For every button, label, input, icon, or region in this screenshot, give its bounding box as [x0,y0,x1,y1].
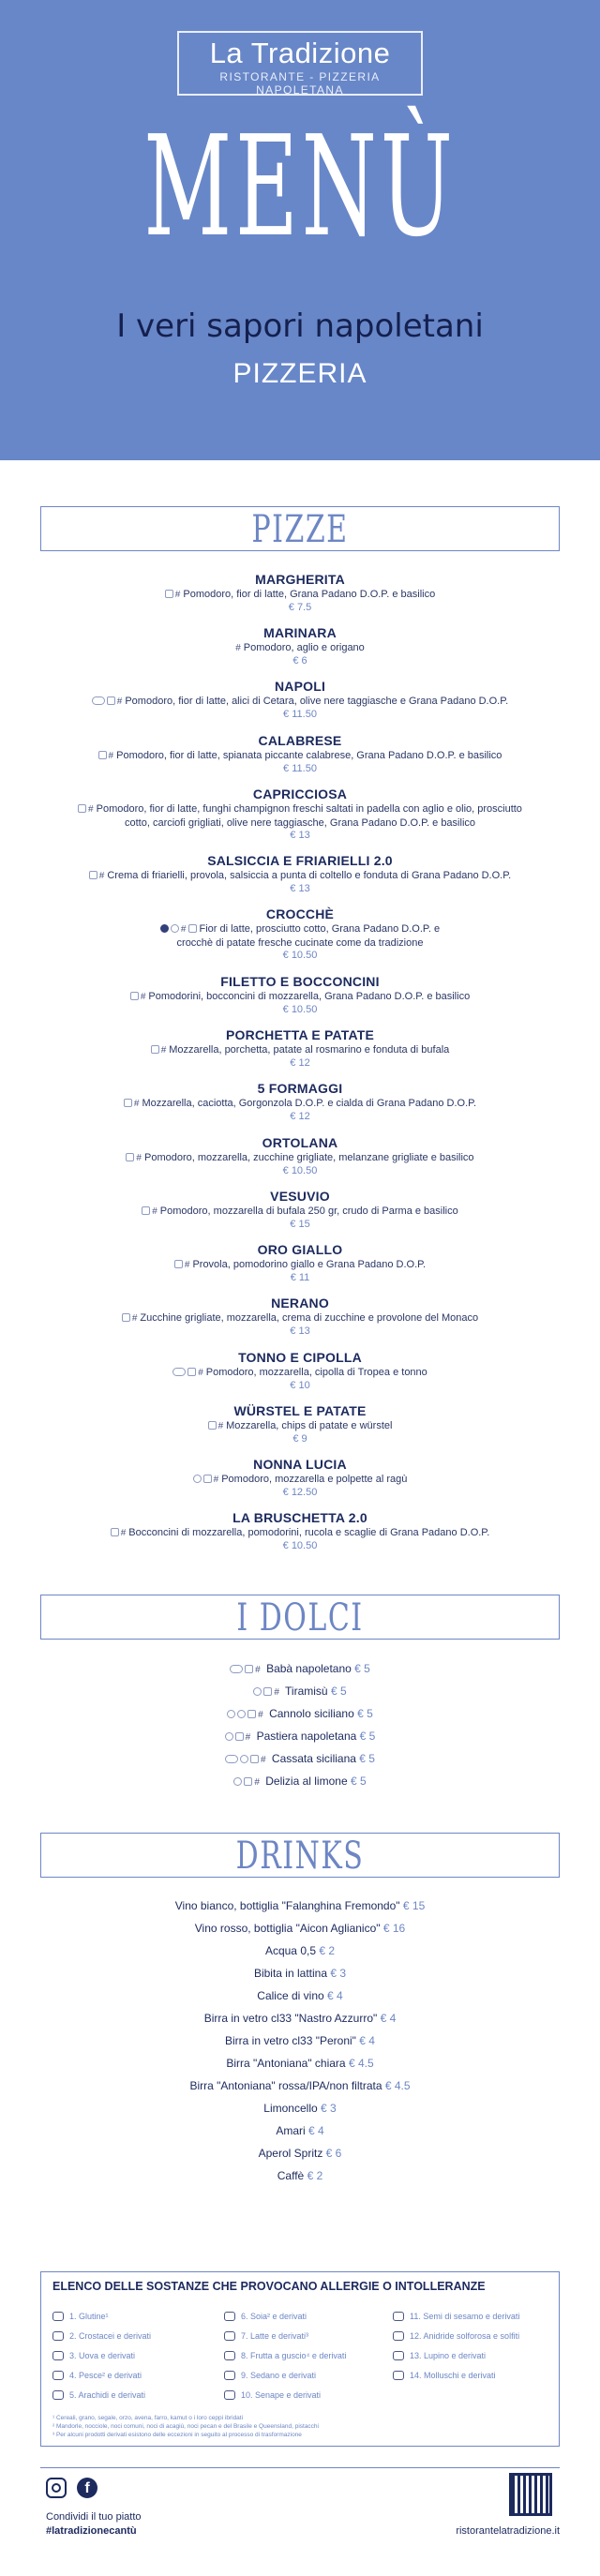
pizza-desc: # Mozzarella, caciotta, Gorgonzola D.O.P. e cialda di Grana Padano D.O.P. [38,1097,562,1111]
dessert-item: # Cassata siciliana € 5 [38,1752,562,1765]
pizza-price: € 13 [290,1325,310,1337]
allergen-entry: 12. Anidride solforosa e solfiti [393,2331,519,2341]
soy-icon [224,2312,235,2321]
pizza-price: € 9 [292,1433,308,1445]
facebook-icon[interactable]: f [77,2478,98,2498]
section-header-dolci [40,1595,560,1640]
drink-item: Birra in vetro cl33 "Nastro Azzurro" € 4 [203,2012,397,2025]
allergen-entry: 3. Uova e derivati [52,2351,135,2360]
pizza-name: FILETTO E BOCCONCINI [220,974,380,989]
pizza-price: € 12.50 [282,1487,318,1498]
pizza-price: € 6 [292,655,308,666]
drink-item: Amari € 4 [276,2124,324,2137]
hashtag: #latradizionecantù [46,2525,137,2537]
pizza-item [38,1295,562,1337]
pizza-desc: # Pomodoro, fior di latte, spianata piccante calabrese, Grana Padano D.O.P. e basilico [38,749,562,763]
mustard-icon [224,2390,235,2400]
sulphite-icon [393,2331,404,2341]
pizza-price: € 10.50 [282,1540,318,1551]
pizza-item [38,853,562,894]
sesame-icon [393,2312,404,2321]
gluten-icon: # [184,1260,190,1270]
pizza-name: ORO GIALLO [257,1242,343,1257]
milk-icon [111,1528,119,1536]
gluten-icon: # [116,696,123,707]
gluten-icon: # [160,1045,167,1056]
pizza-desc: # Pomodoro, mozzarella e polpette al ragù [38,1473,562,1487]
pizza-name: NONNA LUCIA [253,1457,347,1472]
gluten-icon: # [140,992,146,1002]
milk-icon [78,804,86,813]
milk-icon [203,1475,212,1483]
logo [177,31,423,96]
allergen-entry: 14. Molluschi e derivati [393,2371,496,2380]
celery-icon [160,924,169,933]
pizza-desc: # Mozzarella, chips di patate e würstel [38,1419,562,1433]
share-text: Condividi il tuo piatto [46,2511,142,2523]
pizza-item [38,1510,562,1551]
website-link[interactable]: ristorantelatradizione.it [456,2525,560,2537]
pizza-item [38,1081,562,1122]
pizza-price: € 10.50 [282,950,318,961]
dessert-item: # Delizia al limone € 5 [38,1775,562,1788]
pizza-desc: # Zucchine grigliate, mozzarella, crema di zucchine e provolone del Monaco [38,1311,562,1325]
allergen-entry: 10. Senape e derivati [224,2390,321,2400]
pizza-price: € 10.50 [282,1004,318,1015]
fish-icon [92,696,105,705]
milk-icon [188,1368,196,1376]
pizza-item [38,1135,562,1176]
pizza-desc: # Mozzarella, porchetta, patate al rosmarino e fonduta di bufala [38,1043,562,1057]
pizza-item [38,974,562,1015]
drink-item: Limoncello € 3 [263,2102,337,2115]
crustacean-icon [52,2331,64,2341]
pizza-name: VESUVIO [270,1189,330,1204]
gluten-icon: # [255,1665,261,1675]
milk-icon [130,992,139,1000]
menu-title: MENÙ [143,106,457,267]
drink-item: Acqua 0,5 € 2 [264,1944,336,1957]
gluten-icon [52,2312,64,2321]
pizza-name: MARINARA [263,625,337,640]
footer-divider [40,2467,560,2468]
section-header-drinks [40,1833,560,1878]
pizza-name: TONNO E CIPOLLA [238,1350,362,1365]
pizza-name: NAPOLI [274,679,326,694]
drink-item: Calice di vino € 4 [257,1989,343,2002]
gluten-icon: # [98,871,105,881]
pizza-desc: # Pomodoro, fior di latte, Grana Padano D.O.P. e basilico [38,588,562,602]
allergen-entry: 5. Arachidi e derivati [52,2390,145,2400]
logo-subtitle: RISTORANTE - PIZZERIA NAPOLETANA [219,70,381,97]
pizza-name: PORCHETTA E PATATE [225,1027,375,1042]
fish-icon [172,1368,186,1376]
allergen-entry: 1. Glutine¹ [52,2312,109,2321]
gluten-icon: # [174,590,181,600]
milk-icon [122,1313,130,1322]
pizza-price: € 10.50 [282,1165,318,1176]
allergen-footnote: ³ Per alcuni prodotti derivati esistono delle eccezioni in seguito al processo di trasformazione [52,2432,302,2438]
pizza-item [38,1189,562,1230]
pizza-item [38,786,562,841]
pizza-desc: # Fior di latte, prosciutto cotto, Grana Padano D.O.P. e crocchè di patate fresche cucinate come da tradizione [38,922,562,950]
instagram-icon[interactable] [46,2478,67,2498]
pizza-desc: # Bocconcini di mozzarella, pomodorini, rucola e scaglie di Grana Padano D.O.P. [38,1526,562,1540]
nuts-icon [230,1665,243,1673]
milk-icon [250,1755,259,1763]
egg-icon [227,1710,235,1718]
pizza-item [38,625,562,666]
pizza-price: € 7.5 [288,602,312,613]
pizza-desc: # Pomodoro, mozzarella, zucchine grigliate, melanzane grigliate e basilico [38,1151,562,1165]
egg-icon [52,2351,64,2360]
allergen-entry: 11. Semi di sesamo e derivati [393,2312,519,2321]
pizza-desc: # Pomodoro, mozzarella, cipolla di Tropea e tonno [38,1366,562,1380]
section-header-pizze [40,506,560,551]
allergen-title: ELENCO DELLE SOSTANZE CHE PROVOCANO ALLERGIE O INTOLLERANZE [52,2280,486,2293]
pizza-item [38,1242,562,1283]
pizza-name: WÜRSTEL E PATATE [233,1403,367,1418]
milk-icon [208,1421,217,1430]
pizza-name: 5 FORMAGGI [257,1081,343,1096]
logo-title: La Tradizione [209,37,391,69]
pizza-price: € 13 [290,883,310,894]
pizza-item [38,679,562,720]
allergen-entry: 13. Lupino e derivati [393,2351,486,2360]
gluten-icon: # [136,1153,142,1163]
pizza-item [38,1350,562,1391]
dessert-item: # Tiramisù € 5 [38,1685,562,1698]
milk-icon [98,751,107,759]
pizza-name: MARGHERITA [255,572,345,587]
hero-banner [0,0,600,460]
drink-item: Aperol Spritz € 6 [258,2147,342,2160]
egg-icon [253,1687,262,1696]
milk-icon [126,1153,134,1161]
menu-category: PIZZERIA [232,358,368,389]
pizza-name: NERANO [271,1295,329,1310]
dessert-item: # Babà napoletano € 5 [38,1662,562,1675]
pizza-name: CROCCHÈ [265,906,335,921]
allergen-legend [40,2271,560,2447]
pizza-item [38,1457,562,1498]
nuts-icon [224,2351,235,2360]
gluten-icon: # [245,1732,251,1743]
milk-icon [263,1687,272,1696]
pizza-item [38,1027,562,1069]
pizza-desc: # Crema di friarielli, provola, salsiccia a punta di coltello e fonduta di Grana Padano D.O.P. [38,869,562,883]
gluten-icon: # [108,751,114,761]
gluten-icon: # [235,643,241,653]
milk-icon [188,924,197,933]
gluten-icon: # [258,1710,263,1720]
milk-icon [142,1206,150,1215]
milk-icon [245,1665,253,1673]
dessert-item: # Cannolo siciliano € 5 [38,1707,562,1720]
pizza-desc: # Pomodoro, fior di latte, alici di Cetara, olive nere taggiasche e Grana Padano D.O.P. [38,695,562,709]
pizza-item [38,906,562,961]
milk-icon [235,1732,244,1741]
pizza-price: € 12 [290,1057,310,1069]
milk-icon [248,1710,256,1718]
pizza-name: CALABRESE [258,733,342,748]
drink-item: Vino rosso, bottiglia "Aicon Aglianico" € 16 [194,1922,406,1935]
pizza-name: ORTOLANA [262,1135,338,1150]
pizza-price: € 13 [290,830,310,841]
pizza-desc: # Pomodoro, fior di latte, funghi champignon freschi saltati in padella con aglio e olio, prosciutto cotto, carciofi grigliati, olive nere taggiasche, Grana Padano D.O.P. e basilico [38,802,562,830]
pizza-desc: # Provola, pomodorino giallo e Grana Padano D.O.P. [38,1258,562,1272]
pizza-desc: # Pomodoro, aglio e origano [235,642,365,653]
drink-item: Vino bianco, bottiglia "Falanghina Fremondo" € 15 [174,1899,426,1912]
allergen-icon [165,590,173,598]
allergen-entry: 7. Latte e derivati³ [224,2331,308,2341]
gluten-icon: # [152,1206,158,1217]
mollusc-icon [393,2371,404,2380]
egg-icon [240,1755,248,1763]
pizza-item [38,1403,562,1445]
pizza-price: € 15 [290,1219,310,1230]
pizza-item [38,572,562,613]
gluten-icon: # [120,1528,127,1538]
drink-item: Birra "Antoniana" chiara € 4.5 [226,2057,374,2070]
section-title-dolci: I DOLCI [236,1596,364,1640]
milk-icon [107,696,115,705]
nuts-icon [225,1755,238,1763]
gluten-icon: # [274,1687,279,1698]
drink-item: Bibita in lattina € 3 [253,1967,347,1980]
egg-icon [171,924,179,933]
dessert-item: # Pastiera napoletana € 5 [38,1730,562,1743]
gluten-icon: # [180,924,187,935]
lupin-icon [393,2351,404,2360]
allergen-footnote: ² Mandorle, nocciole, noci comuni, noci di acagiù, noci pecan e del Brasile e Queensland, pistacchi [52,2423,319,2430]
pizza-price: € 12 [290,1111,310,1122]
allergen-entry: 6. Soia² e derivati [224,2312,307,2321]
allergen-entry: 9. Sedano e derivati [224,2371,316,2380]
pizza-desc: # Pomodoro, mozzarella di bufala 250 gr, crudo di Parma e basilico [38,1205,562,1219]
section-title-drinks: DRINKS [235,1835,365,1878]
pizza-name: LA BRUSCHETTA 2.0 [232,1510,368,1525]
allergen-entry: 8. Frutta a guscio⁴ e derivati [224,2351,346,2360]
gluten-icon: # [88,804,94,815]
gluten-icon: # [198,1368,203,1378]
pizza-desc: # Pomodorini, bocconcini di mozzarella, Grana Padano D.O.P. e basilico [38,990,562,1004]
drink-item: Caffè € 2 [277,2169,323,2182]
gluten-icon: # [254,1777,260,1788]
gluten-icon: # [213,1475,219,1485]
gluten-icon: # [218,1421,224,1431]
qr-code-icon [509,2473,552,2516]
pizza-price: € 10 [290,1380,310,1391]
allergen-entry: 2. Crostacei e derivati [52,2331,151,2341]
milk-icon [124,1099,132,1107]
pizza-name: SALSICCIA E FRIARIELLI 2.0 [207,853,393,868]
celery-icon [224,2371,235,2380]
milk-icon [244,1777,252,1786]
menu-tagline: I veri sapori napoletani [116,307,484,345]
gluten-icon: # [131,1313,138,1324]
nuts-icon [237,1710,246,1718]
peanut-icon [52,2390,64,2400]
gluten-icon: # [261,1755,266,1765]
egg-icon [233,1777,242,1786]
pizza-price: € 11.50 [283,763,317,774]
drink-item: Birra in vetro cl33 "Peroni" € 4 [225,2034,375,2047]
egg-icon [225,1732,233,1741]
fish-icon [52,2371,64,2380]
drink-item: Birra "Antoniana" rossa/IPA/non filtrata € 4.5 [189,2079,411,2092]
pizza-item [38,733,562,774]
egg-icon [193,1475,202,1483]
pizza-price: € 11 [290,1272,310,1283]
milk-icon [89,871,98,879]
allergen-footnote: ¹ Cereali, grano, segale, orzo, avena, farro, kamut o i loro ceppi ibridati [52,2415,244,2421]
gluten-icon: # [133,1099,140,1109]
milk-icon [151,1045,159,1054]
pizza-price: € 11.50 [283,709,317,720]
pizza-name: CAPRICCIOSA [252,786,348,801]
milk-icon [224,2331,235,2341]
allergen-entry: 4. Pesce² e derivati [52,2371,142,2380]
section-title-pizze: PIZZE [251,508,349,551]
milk-icon [174,1260,183,1268]
